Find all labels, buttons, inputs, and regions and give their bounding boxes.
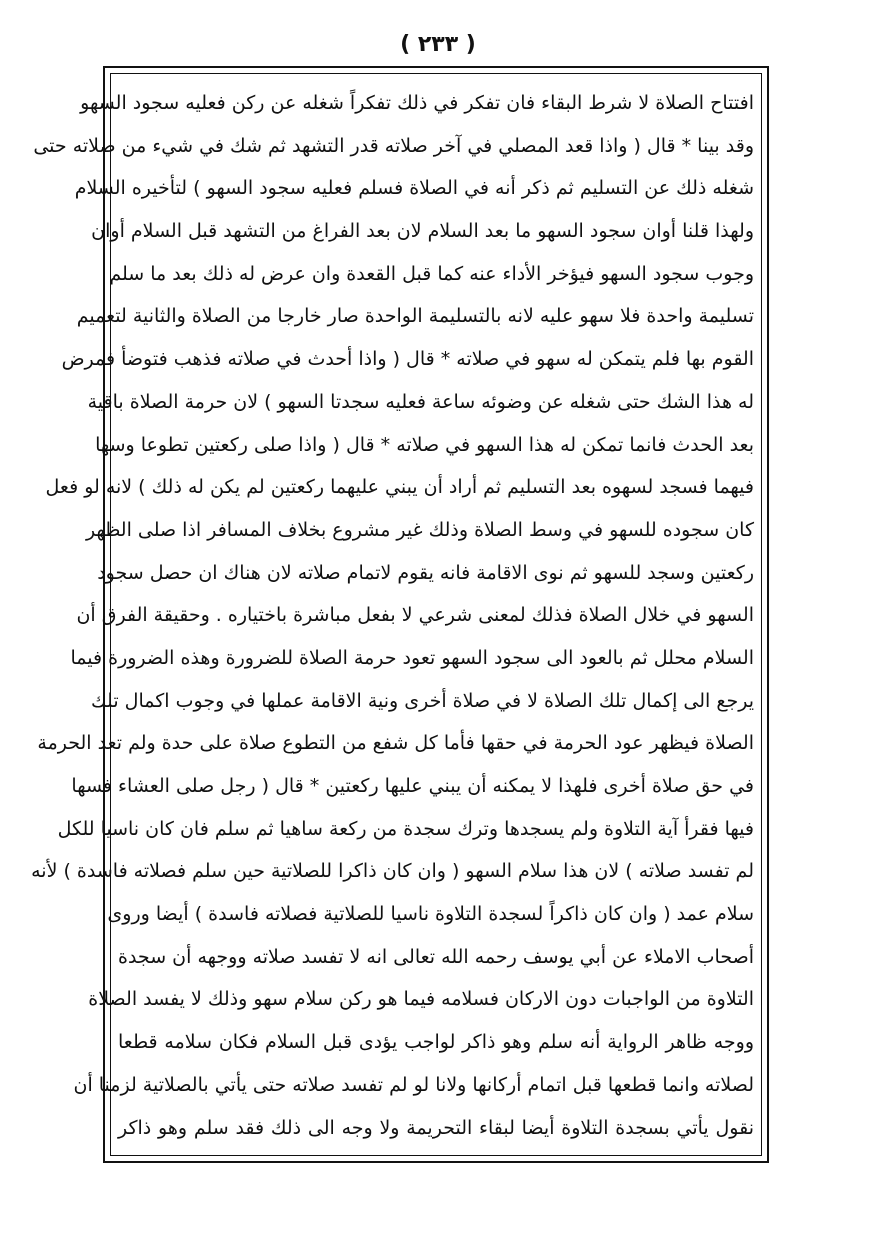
text-line: ركعتين وسجد للسهو ثم نوى الاقامة فانه يقوم لاتمام صلاته لان هناك ان حصل سجود	[97, 561, 754, 584]
text-line: فيها فقرأ آية التلاوة ولم يسجدها وترك سجدة من ركعة ساهيا ثم سلم فان كان ناسيا للكل	[57, 817, 754, 840]
text-line: لصلاته وانما قطعها قبل اتمام أركانها ولانا لو لم تفسد صلاته حتى يأتي بالصلاتية لزمنا أن	[73, 1073, 754, 1096]
text-line: أصحاب الاملاء عن أبي يوسف رحمه الله تعالى انه لا تفسد صلاته ووجهه أن سجدة	[118, 945, 754, 968]
text-line: لم تفسد صلاته ) لان هذا سلام السهو ( وان كان ذاكرا للصلاتية حين سلم فصلاته فاسدة ) لأنه	[31, 860, 754, 883]
text-line: التلاوة من الواجبات دون الاركان فسلامه فيما هو ركن سلام سهو وذلك لا يفسد الصلاة	[88, 988, 754, 1011]
text-line: وقد بينا * قال ( واذا قعد المصلي في آخر صلاته قدر التشهد ثم شك في شيء من صلاته حتى	[33, 134, 754, 157]
text-line: الصلاة فيظهر عود الحرمة في حقها فأما كل شفع من التطوع صلاة على حدة ولم تعد الحرمة	[37, 732, 754, 755]
page-number: ( ٢٣٣ )	[400, 32, 476, 57]
text-line: تسليمة واحدة فلا سهو عليه لانه بالتسليمة الواحدة صار خارجا من الصلاة والثانية لتعميم	[76, 305, 754, 328]
text-line: السهو في خلال الصلاة فذلك لمعنى شرعي لا بفعل مباشرة باختياره . وحقيقة الفرق أن	[76, 604, 754, 627]
text-line: نقول يأتي بسجدة التلاوة أيضا لبقاء التحريمة ولا وجه الى ذلك فقد سلم وهو ذاكر	[118, 1116, 754, 1139]
text-line: السلام محلل ثم بالعود الى سجود السهو تعود حرمة الصلاة للضرورة وهذه الضرورة فيما	[70, 646, 754, 669]
text-line: ولهذا قلنا أوان سجود السهو ما بعد السلام لان بعد الفراغ من التشهد قبل السلام أوان	[91, 220, 754, 243]
text-line: ووجه ظاهر الرواية أنه سلم وهو ذاكر لواجب يؤدى قبل السلام فكان سلامه قطعا	[118, 1031, 754, 1054]
text-line: كان سجوده للسهو في وسط الصلاة وذلك غير مشروع بخلاف المسافر اذا صلى الظهر	[85, 518, 754, 541]
text-line: وجوب سجود السهو فيؤخر الأداء عنه كما قبل القعدة وان عرض له ذلك بعد ما سلم	[109, 262, 754, 285]
text-line: شغله ذلك عن التسليم ثم ذكر أنه في الصلاة فسلم فعليه سجود السهو ) لتأخيره السلام	[74, 177, 754, 200]
text-line: يرجع الى إكمال تلك الصلاة لا في صلاة أخرى ونية الاقامة عملها في وجوب اكمال تلك	[91, 689, 754, 712]
text-line: القوم بها فلم يتمكن له سهو في صلاته * قال ( واذا أحدث في صلاته فذهب فتوضأ فمرض	[61, 348, 754, 371]
body-text	[31, 82, 754, 1152]
text-line: سلام عمد ( وان كان ذاكراً لسجدة التلاوة ناسيا للصلاتية فصلاته فاسدة ) أيضا وروى	[107, 903, 754, 926]
text-line: في حق صلاة أخرى فلهذا لا يمكنه أن يبني عليها ركعتين * قال ( رجل صلى العشاء فسها	[71, 775, 754, 797]
text-line: افتتاح الصلاة لا شرط البقاء فان تفكر في ذلك تفكراً شغله عن ركن فعليه سجود السهو	[80, 92, 754, 114]
text-line: له هذا الشك حتى شغله عن وضوئه ساعة فعليه سجدتا السهو ) لان حرمة الصلاة باقية	[87, 390, 754, 413]
text-line: بعد الحدث فانما تمكن له هذا السهو في صلاته * قال ( واذا صلى ركعتين تطوعا وسها	[95, 433, 754, 456]
text-line: فيهما فسجد لسهوه بعد التسليم ثم أراد أن يبني عليهما ركعتين لم يكن له ذلك ) لانه لو فعل	[45, 476, 754, 499]
